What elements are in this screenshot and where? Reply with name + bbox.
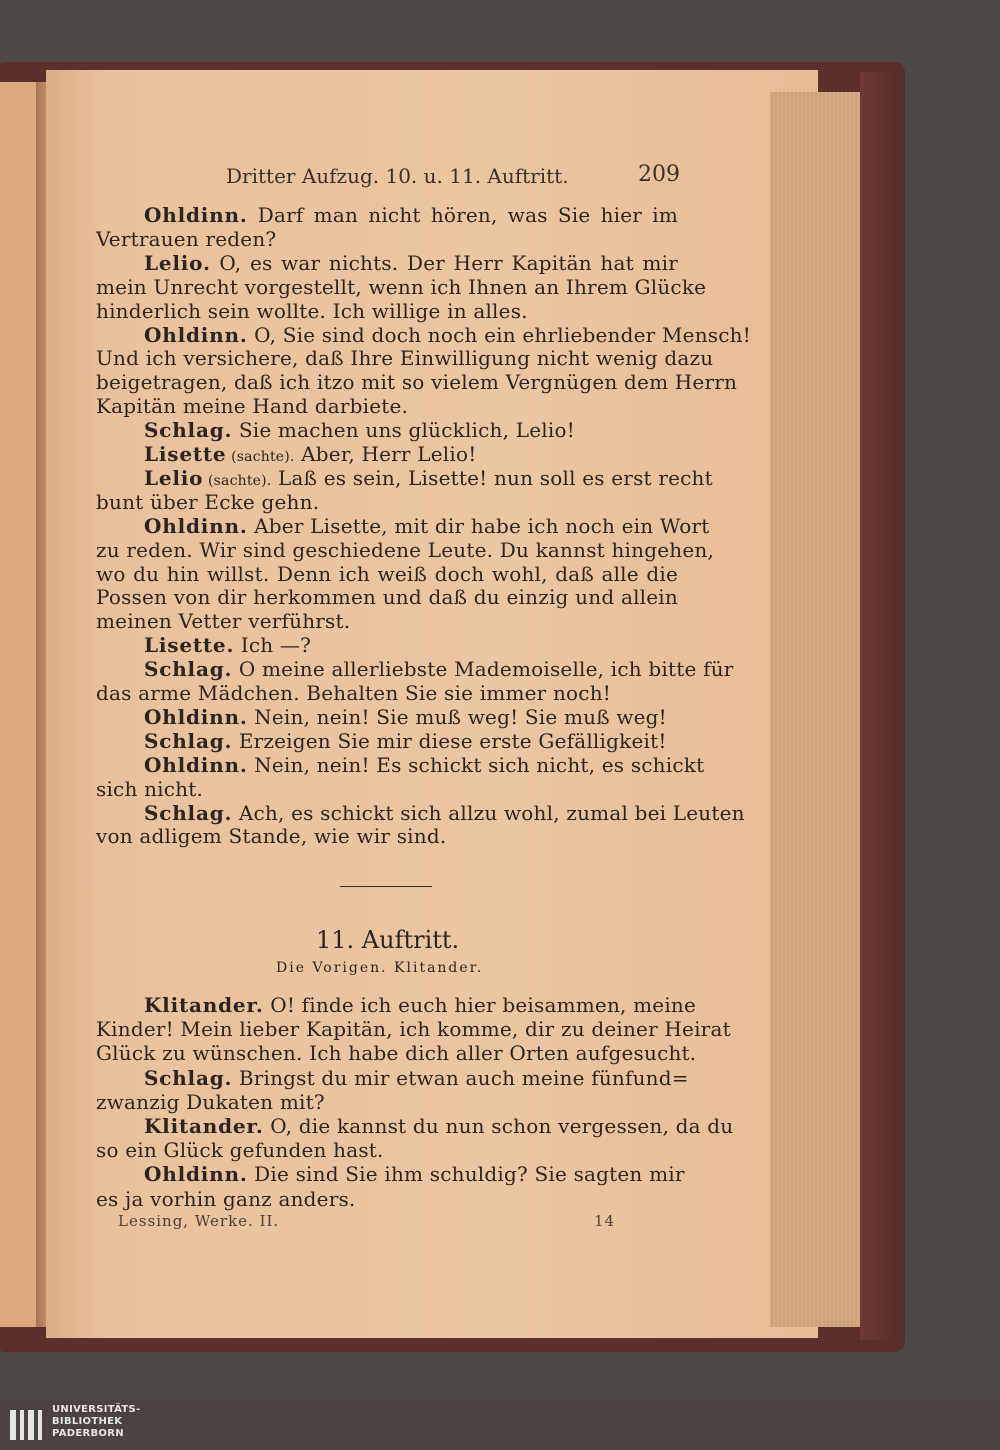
line-text: so ein Glück gefunden hast. xyxy=(96,1138,384,1163)
line-text: O meine allerliebste Mademoiselle, ich bitte für xyxy=(232,657,734,682)
text-line xyxy=(96,633,678,657)
speaker-name: Klitander. xyxy=(144,993,264,1017)
library-logo-icon xyxy=(8,1404,48,1444)
scene-cast: Die Vorigen. Klitander. xyxy=(276,960,484,976)
library-name xyxy=(52,1404,172,1440)
text-line xyxy=(96,490,678,514)
text-line xyxy=(96,346,714,371)
text-line xyxy=(96,227,678,251)
speaker-name: Ohldinn. xyxy=(144,203,248,227)
text-line xyxy=(96,609,678,633)
line-text: es ja vorhin ganz anders. xyxy=(96,1186,356,1211)
text-line xyxy=(96,657,734,682)
text-line xyxy=(96,729,678,753)
text-line xyxy=(96,370,738,395)
text-line xyxy=(96,1138,678,1162)
stage-direction: (sachte). xyxy=(226,449,295,465)
line-text: Laß es sein, Lisette! nun soll es erst recht xyxy=(271,465,713,490)
page-footer xyxy=(118,1212,618,1234)
text-line xyxy=(96,1017,731,1042)
text-line xyxy=(96,705,678,729)
line-text: O, Sie sind doch noch ein ehrliebender Mensch! xyxy=(247,322,751,347)
line-text: O, es war nichts. Der Herr Kapitän hat mir xyxy=(210,250,678,275)
footer-title: Lessing, Werke. II. xyxy=(118,1212,280,1230)
left-page xyxy=(0,82,40,1327)
text-line xyxy=(96,322,751,347)
text-line xyxy=(96,824,678,848)
line-text: Bringst du mir etwan auch meine fünfund= xyxy=(232,1065,689,1090)
text-line xyxy=(96,251,678,275)
text-line xyxy=(96,681,678,705)
text-line xyxy=(96,585,678,609)
speaker-name: Schlag. xyxy=(144,657,233,682)
text-line xyxy=(96,442,678,466)
line-text: zwanzig Dukaten mit? xyxy=(96,1089,325,1114)
speaker-name: Ohldinn. xyxy=(144,1162,248,1187)
speaker-name: Lisette xyxy=(144,442,227,466)
line-text: von adligem Stande, wie wir sind. xyxy=(96,824,447,849)
text-line xyxy=(96,1041,697,1066)
line-text: Sie machen uns glücklich, Lelio! xyxy=(232,418,575,443)
speaker-name: Ohldinn. xyxy=(144,704,248,729)
line-text: Aber, Herr Lelio! xyxy=(294,442,477,466)
line-text: Kapitän meine Hand darbiete. xyxy=(96,394,409,419)
text-line xyxy=(96,562,678,586)
text-line xyxy=(96,1114,734,1138)
scene-heading: 11. Auftritt. xyxy=(316,926,460,954)
cover-edge xyxy=(860,72,896,1340)
page-number: 209 xyxy=(638,162,680,187)
stage-direction: (sachte). xyxy=(203,472,272,489)
line-text: Nein, nein! Sie muß weg! Sie muß weg! xyxy=(247,704,667,729)
text-line xyxy=(96,394,678,418)
text-line xyxy=(96,274,707,299)
line-text: sich nicht. xyxy=(96,776,204,801)
line-text: bunt über Ecke gehn. xyxy=(96,489,320,514)
line-text: zu reden. Wir sind geschiedene Leute. Du kannst hingehen, xyxy=(96,537,715,562)
speaker-name: Lelio. xyxy=(144,250,211,275)
running-head xyxy=(226,162,686,192)
text-line xyxy=(96,465,713,490)
line-text: O! finde ich euch hier beisammen, meine xyxy=(263,993,697,1017)
text-line xyxy=(96,537,715,562)
line-text: Erzeigen Sie mir diese erste Gefälligkeit! xyxy=(232,728,667,753)
line-text: Glück zu wünschen. Ich habe dich aller Orten aufgesucht. xyxy=(96,1041,697,1066)
text-line xyxy=(96,299,678,323)
line-text: Die sind Sie ihm schuldig? Sie sagten mir xyxy=(247,1162,685,1187)
speaker-name: Schlag. xyxy=(144,800,233,825)
line-text: Possen von dir herkommen und daß du einzig und allein xyxy=(96,585,678,610)
speaker-name: Lisette. xyxy=(144,633,235,658)
page-block-edge xyxy=(770,92,868,1327)
text-line xyxy=(96,800,745,825)
line-text: Aber Lisette, mit dir habe ich noch ein Wort xyxy=(247,513,710,538)
text-line xyxy=(96,513,710,538)
library-name-line-2: BIBLIOTHEK xyxy=(52,1416,123,1427)
text-line xyxy=(96,777,678,801)
signature-mark: 14 xyxy=(594,1212,616,1230)
text-line xyxy=(96,203,678,227)
speaker-name: Schlag. xyxy=(144,418,233,443)
text-line xyxy=(96,1162,685,1187)
text-line xyxy=(96,752,705,777)
speaker-name: Ohldinn. xyxy=(144,322,248,347)
speaker-name: Ohldinn. xyxy=(144,513,248,538)
speaker-name: Lelio xyxy=(144,465,204,490)
line-text: das arme Mädchen. Behalten Sie sie immer noch! xyxy=(96,681,612,705)
line-text: Und ich versichere, daß Ihre Einwilligung nicht wenig dazu xyxy=(96,346,714,371)
speaker-name: Ohldinn. xyxy=(144,752,248,777)
line-text: Ich —? xyxy=(234,633,312,658)
line-text: Ach, es schickt sich allzu wohl, zumal bei Leuten xyxy=(232,800,745,825)
line-text: wo du hin willst. Denn ich weiß doch wohl, daß alle die xyxy=(96,561,678,586)
speaker-name: Schlag. xyxy=(144,1065,233,1090)
speaker-name: Schlag. xyxy=(144,728,233,753)
speaker-name: Klitander. xyxy=(144,1114,264,1138)
section-divider xyxy=(340,886,432,887)
text-line xyxy=(96,418,678,442)
text-line xyxy=(96,1090,678,1114)
text-line xyxy=(96,1065,689,1090)
line-text: Kinder! Mein lieber Kapitän, ich komme, dir zu deiner Heirat xyxy=(96,1017,731,1042)
library-name-line-3: PADERBORN xyxy=(52,1428,124,1439)
line-text: Nein, nein! Es schickt sich nicht, es schickt xyxy=(247,752,705,777)
line-text: Darf man nicht hören, was Sie hier im xyxy=(247,203,678,227)
text-line xyxy=(96,993,697,1017)
line-text: mein Unrecht vorgestellt, wenn ich Ihnen an Ihrem Glücke xyxy=(96,274,707,299)
text-line xyxy=(96,1187,678,1211)
line-text: beigetragen, daß ich itzo mit so vielem Vergnügen dem Herrn xyxy=(96,370,738,395)
library-name-line-1: UNIVERSITÄTS- xyxy=(52,1404,141,1415)
line-text: O, die kannst du nun schon vergessen, da du xyxy=(263,1114,734,1138)
line-text: meinen Vetter verführst. xyxy=(96,609,351,634)
running-head-title: Dritter Aufzug. 10. u. 11. Auftritt. xyxy=(226,164,569,188)
line-text: Vertrauen reden? xyxy=(96,226,277,251)
line-text: hinderlich sein wollte. Ich willige in alles. xyxy=(96,298,528,323)
